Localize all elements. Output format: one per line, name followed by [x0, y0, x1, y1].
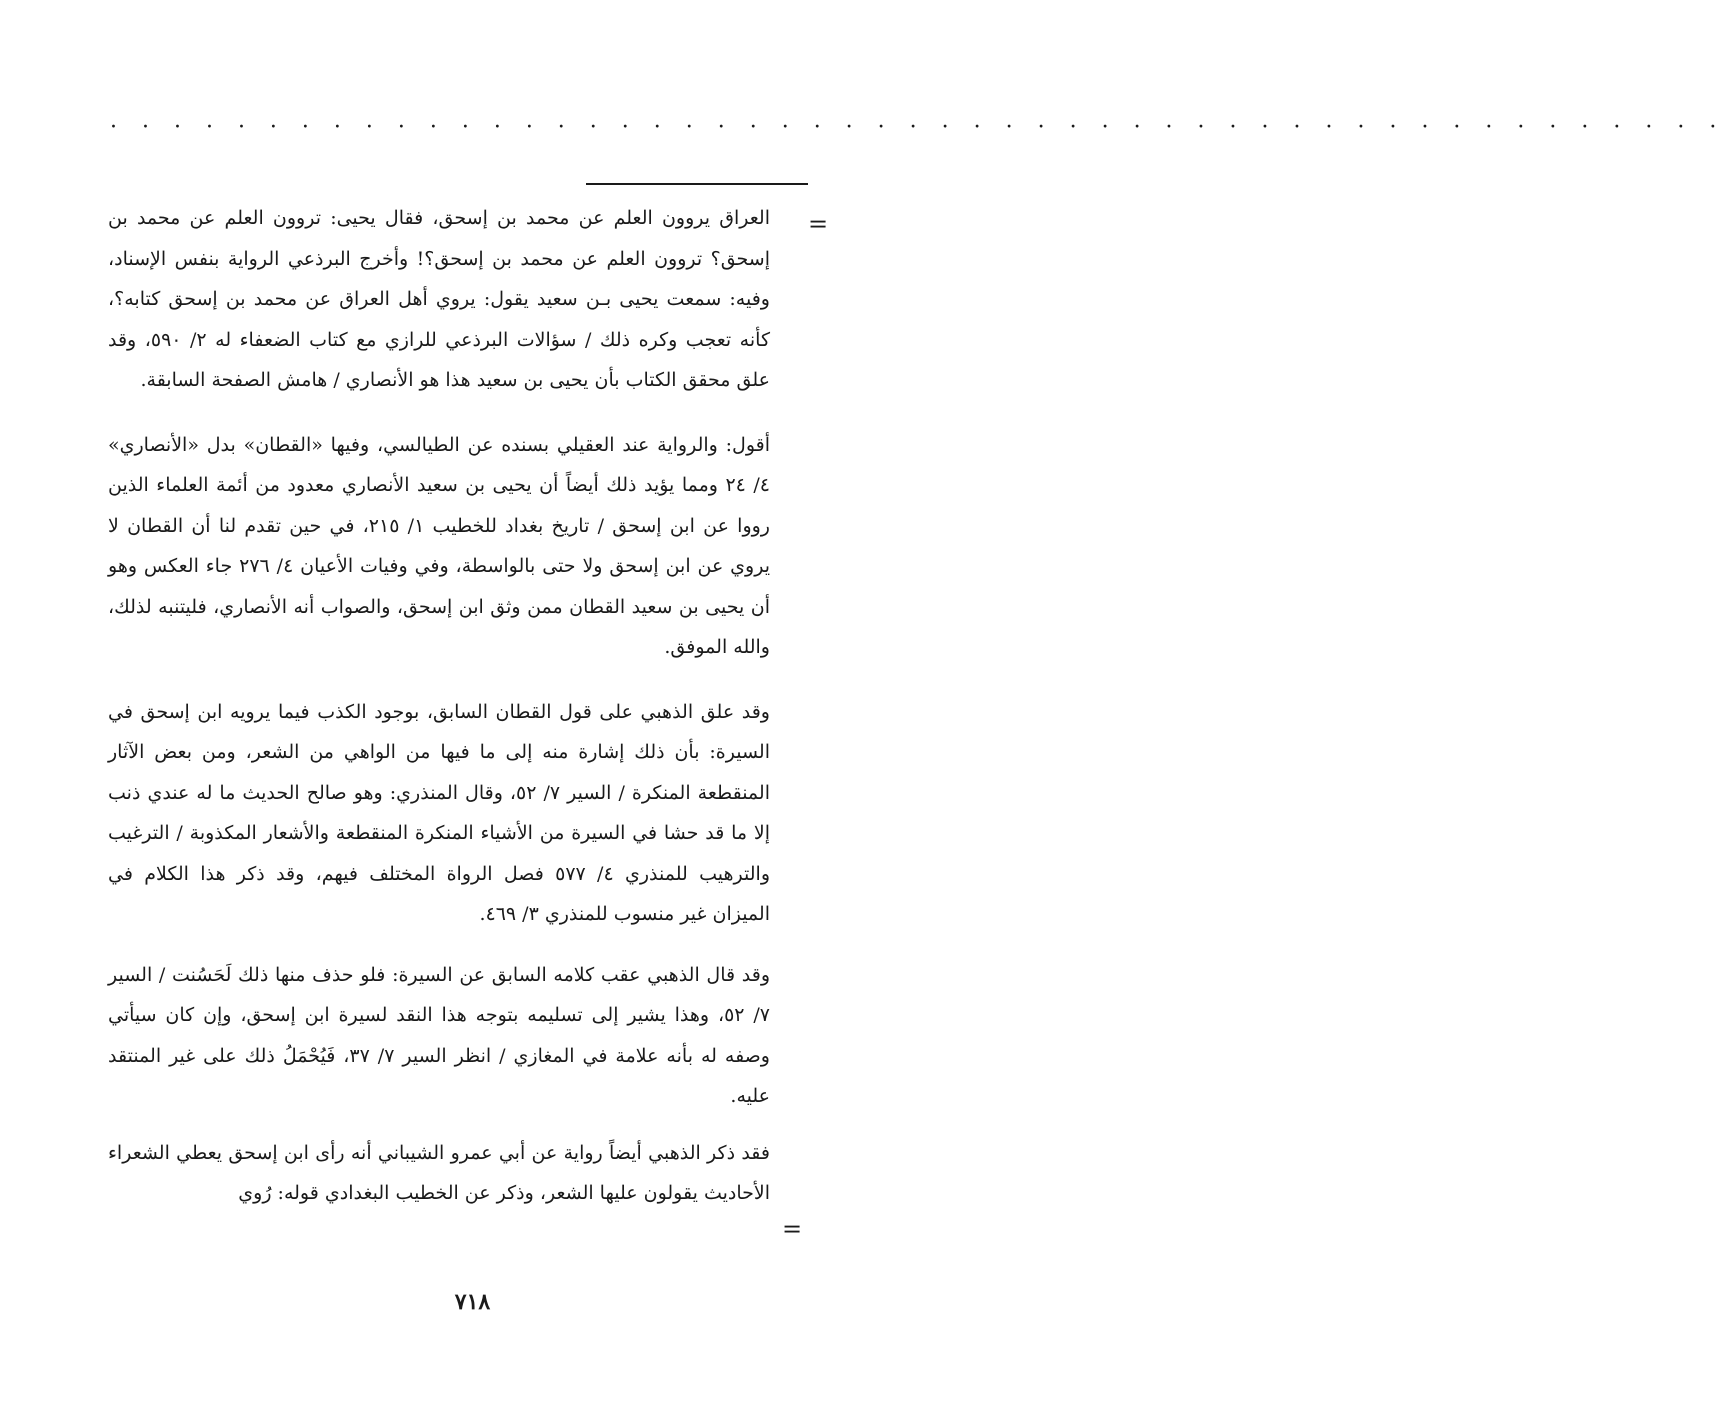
footnote-paragraph-3: وقد علق الذهبي على قول القطان السابق، بوجود الكذب فيما يرويه ابن إسحق في السيرة: بأن ذلك إشارة منه إلى ما فيها من الواهي من الشعر، ومن بعض الآثار المنقطعة المنكرة / السير ٧/ ٥٢، وقال المنذري: وهو صالح الحديث ما له عندي ذنب إلا ما قد حشا في السيرة من الأشياء المنكرة المنقطعة والأشعار المكذوبة / الترغيب والترهيب للمنذري ٤/ ٥٧٧ فصل الرواة المختلف فيهم، وقد ذكر هذا الكلام في الميزان غير منسوب للمنذري ٣/ ٤٦٩. [108, 700, 770, 925]
footnote-paragraph-4: وقد قال الذهبي عقب كلامه السابق عن السيرة: فلو حذف منها ذلك لَحَسُنت / السير ٧/ ٥٢، وهذا يشير إلى تسليمه بتوجه هذا النقد لسيرة ابن إسحق، وإن كان سيأتي وصفه له بأنه علامة في المغازي / انظر السير ٧/ ٣٧، فَيُحْمَلُ ذلك على غير المنتقد عليه. [108, 963, 770, 1107]
footnote-paragraph-2: أقول: والرواية عند العقيلي بسنده عن الطيالسي، وفيها «القطان» بدل «الأنصاري» ٤/ ٢٤ ومما يؤيد ذلك أيضاً أن يحيى بن سعيد الأنصاري معدود من أئمة العلماء الذين رووا عن ابن إسحق / تاريخ بغداد للخطيب ١/ ٢١٥، في حين تقدم لنا أن القطان لا يروي عن ابن إسحق ولا حتى بالواسطة، وفي وفيات الأعيان ٤/ ٢٧٦ جاء العكس وهو أن يحيى بن سعيد القطان ممن وثق ابن إسحق، والصواب أنه الأنصاري، فليتنبه لذلك، والله الموفق. [108, 433, 771, 658]
dotted-separator: · · · · · · · · · · · · · · · · · · · · · · · · · · · · · · · · · · · · · · · · · · · · · · · · · · · [110, 115, 1725, 140]
footnote-paragraph-1: العراق يروون العلم عن محمد بن إسحق، فقال يحيى: تروون العلم عن محمد بن إسحق؟ تروون العلم عن محمد بن إسحق؟! وأخرج البرذعي الرواية بنفس الإسناد، وفيه: سمعت يحيى بـن سعيد يقول: يروي أهل العراق عن محمد بن إسحق كتابه؟، كأنه تعجب وكره ذلك / سؤالات البرذعي للرازي مع كتاب الضعفاء له ٢/ ٥٩٠، وقد علق محقق الكتاب بأن يحيى بن سعيد هذا هو الأنصاري / هامش الصفحة السابقة. [108, 207, 770, 391]
continuation-mark-top: = [808, 210, 829, 238]
continuation-mark-bottom: = [782, 1215, 803, 1243]
footnote-rule [586, 183, 808, 185]
footnote-text [108, 198, 770, 1214]
page-number: ٧١٨ [454, 1289, 491, 1315]
footnote-paragraph-5: فقد ذكر الذهبي أيضاً رواية عن أبي عمرو الشيباني أنه رأى ابن إسحق يعطي الشعراء الأحاديث يقولون عليها الشعر، وذكر عن الخطيب البغدادي قوله: رُوي [108, 1141, 770, 1204]
